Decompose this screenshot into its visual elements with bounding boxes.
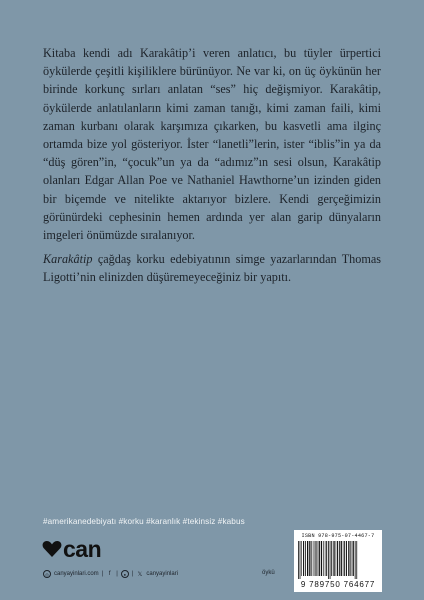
publisher-social-links	[43, 570, 178, 578]
barcode-bar	[330, 541, 331, 579]
isbn-label: ISBN 978-975-07-4467-7	[301, 533, 375, 539]
x-icon[interactable]: 𝕏	[137, 571, 143, 578]
barcode-bar	[337, 541, 338, 576]
barcode-bar	[341, 541, 342, 576]
barcode-bar	[315, 541, 316, 576]
barcode-bar	[311, 541, 312, 576]
barcode-bar	[313, 541, 314, 576]
blurb-paragraph-1: Kitaba kendi adı Karakâtip’i veren anlatıcı, bu tüyler ürpertici öykülerde çeşitli kişiliklere bürünüyor. Ne var ki, on üç öykünün her birinde korkunç sırları anlatan “ses” hiç değişmiyor. Karakâtip, öykülerde anlatılanların kimi zaman tanığı, kimi zaman faili, kimi zaman kurbanı olarak karşımıza çıkarken, bu kasvetli ama ilginç ortamda bize yol gösteriyor. İster “lanetli”lerin, ister “iblis”in ya da “düş gören”in, “çocuk”un ya da “adımız”ın sesi olsun, Karakâtip olanları Edgar Allan Poe ve Nathaniel Hawthorne’un izinden giden bir biçemde ve nitelikte aktarıyor bizlere. Kendi gerçeğimizin görünürdeki cephesinin hemen ardında yer alan garip dünyaların imgeleri önümüzde sıralanıyor.	[43, 46, 381, 243]
barcode-bar	[344, 541, 345, 576]
blurb-paragraph-2	[43, 250, 381, 286]
barcode-bar	[326, 541, 327, 576]
barcode-bar	[319, 541, 320, 576]
barcode-bar	[350, 541, 351, 576]
facebook-icon[interactable]: f	[108, 571, 111, 577]
barcode-bar	[339, 541, 340, 576]
barcode-bar	[316, 541, 317, 576]
globe-icon: ◎	[43, 570, 51, 578]
publisher-logo	[42, 537, 101, 561]
barcode-bar	[348, 541, 349, 576]
barcode-bar	[333, 541, 334, 576]
barcode-bar	[309, 541, 310, 576]
instagram-icon[interactable]: ●	[121, 570, 129, 578]
heart-icon	[42, 540, 62, 558]
barcode-bar	[336, 541, 337, 576]
barcode-bar	[343, 541, 344, 576]
barcode-bar	[298, 541, 299, 579]
genre-label: öykü	[262, 570, 275, 576]
blurb-text	[43, 44, 381, 287]
hashtags: #amerikanedebiyatı #korku #karanlık #tekinsiz #kabus	[43, 517, 245, 526]
separator: |	[131, 571, 134, 577]
barcode	[298, 541, 378, 579]
book-title-italic: Karakâtip	[43, 252, 93, 267]
barcode-bar	[353, 541, 354, 576]
barcode-bar	[355, 541, 356, 579]
barcode-bar	[303, 541, 304, 576]
barcode-bar	[307, 541, 308, 576]
barcode-bar	[305, 541, 306, 576]
barcode-bar	[321, 541, 322, 576]
separator: |	[116, 571, 118, 577]
separator: |	[101, 571, 104, 577]
barcode-bar	[356, 541, 357, 579]
publisher-website[interactable]: canyayinlari.com	[54, 571, 99, 577]
barcode-area	[294, 530, 382, 592]
publisher-logo-text: can	[63, 536, 102, 562]
barcode-bar	[331, 541, 332, 576]
barcode-bar	[301, 541, 302, 576]
barcode-number: 9 789750 764677	[300, 580, 376, 589]
barcode-bar	[346, 541, 347, 576]
barcode-bar	[328, 541, 329, 579]
barcode-bar	[323, 541, 324, 576]
blurb-paragraph-2-rest: çağdaş korku edebiyatının simge yazarlarından Thomas Ligotti’nin elinizden düşüremeyeceğiniz bir yapıtı.	[43, 252, 381, 285]
barcode-bar	[300, 541, 301, 579]
barcode-bar	[325, 541, 326, 576]
publisher-handle[interactable]: canyayinlari	[146, 571, 179, 577]
